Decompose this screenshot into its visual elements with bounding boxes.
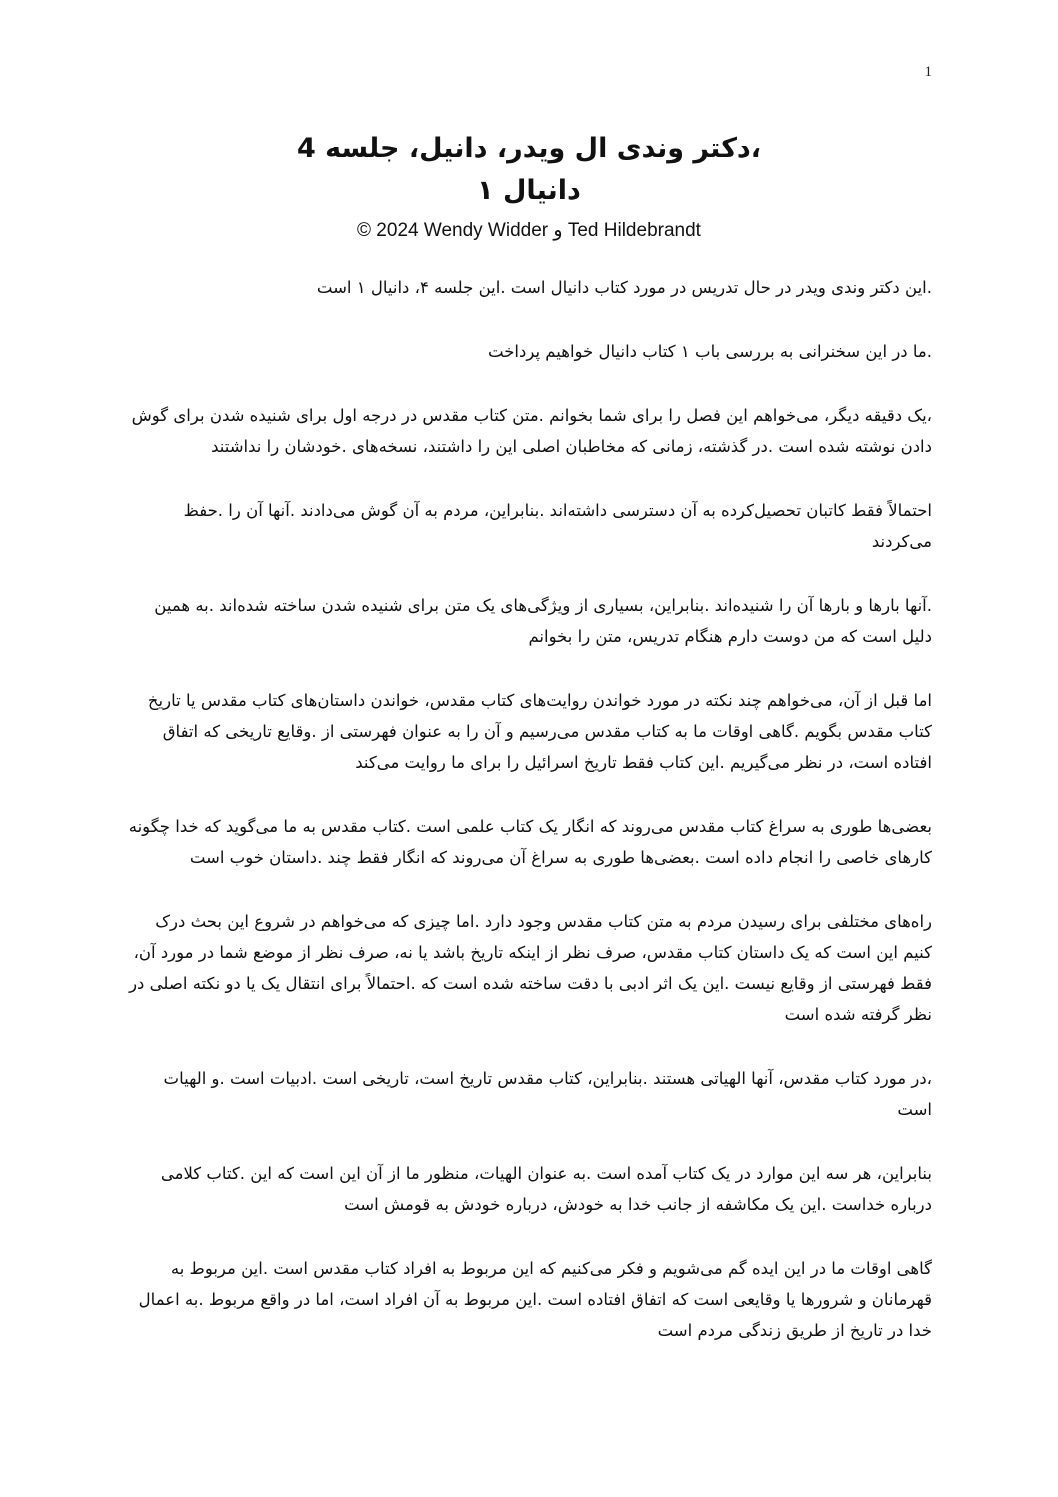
paragraph: راه‌های مختلفی برای رسیدن مردم به متن کتاب مقدس وجود دارد .اما چیزی که می‌خواهم در شروع این بحث درک کنیم این است که یک داستان کتاب مقدس، صرف نظر از اینکه تاریخ باشد یا نه، صرف نظر از موضع شما در مورد آن، فقط فهرستی از وقایع نیست .این یک اثر ادبی با دقت ساخته شده است که .احتمالاً برای انتقال یک یا دو نکته اصلی در نظر گرفته شده است xyxy=(129,912,932,1024)
paragraph: اما قبل از آن، می‌خواهم چند نکته در مورد خواندن روایت‌های کتاب مقدس، خواندن داستان‌های کتاب مقدس یا تاریخ کتاب مقدس بگویم .گاهی اوقات ما به کتاب مقدس می‌رسیم و آن را به عنوان فهرستی از .وقایع تاریخی که اتفاق افتاده است، در نظر می‌گیریم .این کتاب فقط تاریخ اسرائیل را برای ما روایت می‌کند xyxy=(147,691,932,772)
paragraph: بعضی‌ها طوری به سراغ کتاب مقدس می‌روند که انگار یک کتاب علمی است .کتاب مقدس به ما می‌گوید که خدا چگونه کارهای خاصی را انجام داده است .بعضی‌ها طوری به سراغ آن می‌روند که انگار فقط چند .داستان خوب است xyxy=(128,817,932,867)
copyright-line: © 2024 Wendy Widder و Ted Hildebrandt xyxy=(357,220,701,241)
paragraph: ،یک دقیقه دیگر، می‌خواهم این فصل را برای شما بخوانم .متن کتاب مقدس در درجه اول برای شنیده شدن برای گوش دادن نوشته شده است .در گذشته، زمانی که مخاطبان اصلی این را داشتند، نسخه‌های .خودشان را نداشتند xyxy=(131,406,932,456)
title-block xyxy=(0,128,1058,244)
paragraph: احتمالاً فقط کاتبان تحصیل‌کرده به آن دسترسی داشته‌اند .بنابراین، مردم به آن گوش می‌دادند .آنها آن را .حفظ می‌کردند xyxy=(183,501,932,551)
document-title: ،دکتر وندی ال ویدر، دانیل، جلسه 4 xyxy=(296,133,762,164)
paragraph: گاهی اوقات ما در این ایده گم می‌شویم و فکر می‌کنیم که این مربوط به افراد کتاب مقدس است .این مربوط به قهرمانان و شرورها یا وقایعی است که اتفاق افتاده است .این مربوط به آن افراد است، اما در واقع مربوط .به اعمال خدا در تاریخ از طریق زندگی مردم است xyxy=(138,1259,932,1340)
paragraph: .آنها بارها و بارها آن را شنیده‌اند .بنابراین، بسیاری از ویژگی‌های یک متن برای شنیده شدن ساخته شده‌اند .به همین دلیل است که من دوست دارم هنگام تدریس، متن را بخوانم xyxy=(154,596,932,646)
paragraph: ،در مورد کتاب مقدس، آنها الهیاتی هستند .بنابراین، کتاب مقدس تاریخ است، تاریخی است .ادبیات است .و الهیات است xyxy=(163,1069,932,1119)
document-subtitle: دانیال ۱ xyxy=(477,175,581,206)
transcript-body xyxy=(128,272,932,1379)
paragraph: بنابراین، هر سه این موارد در یک کتاب آمده است .به عنوان الهیات، منظور ما از آن این است که این .کتاب کلامی درباره خداست .این یک مکاشفه از جانب خدا به خودش، درباره خودش به قومش است xyxy=(160,1164,932,1214)
paragraph: .ما در این سخنرانی به بررسی باب ۱ کتاب دانیال خواهیم پرداخت xyxy=(488,342,932,361)
paragraph: .این دکتر وندی ویدر در حال تدریس در مورد کتاب دانیال است .این جلسه ۴، دانیال ۱ است xyxy=(316,278,932,297)
page-number: 1 xyxy=(924,64,932,80)
